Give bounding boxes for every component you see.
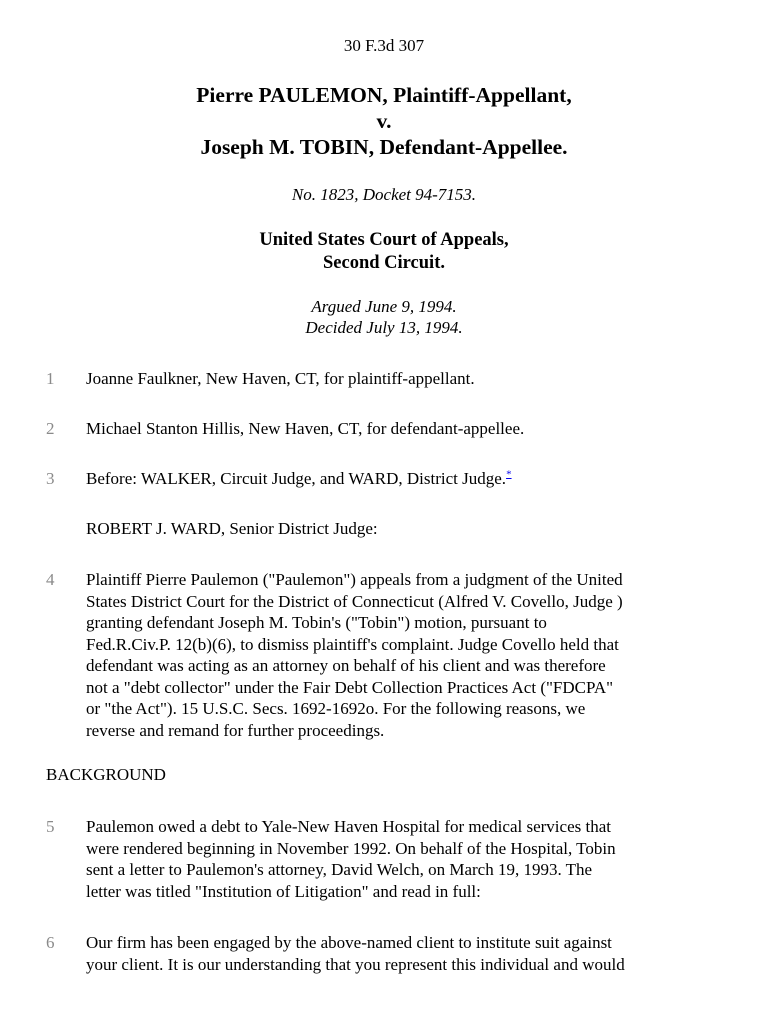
paragraph-letter-quote	[86, 932, 726, 975]
paragraph-line: States District Court for the District of Connecticut (Alfred V. Covello, Judge )	[86, 591, 623, 611]
paragraph-number: 3	[46, 469, 55, 488]
paragraph-line: Our firm has been engaged by the above-named client to institute suit against	[86, 933, 612, 952]
section-heading-background: BACKGROUND	[46, 765, 166, 784]
paragraph-line: sent a letter to Paulemon's attorney, David Welch, on March 19, 1993. The	[86, 860, 593, 879]
paragraph-line: ROBERT J. WARD, Senior District Judge:	[86, 519, 378, 538]
paragraph-number: 6	[46, 933, 55, 952]
paragraph-line: Joanne Faulkner, New Haven, CT, for plaintiff-appellant.	[86, 369, 475, 388]
footnote-link[interactable]: *	[506, 468, 512, 481]
case-title	[0, 82, 768, 160]
court-name-line2: Second Circuit.	[323, 253, 445, 273]
paragraph-introduction	[86, 569, 726, 741]
paragraph-counsel-defendant	[86, 418, 726, 440]
case-title-defendant: Joseph M. TOBIN, Defendant-Appellee.	[200, 135, 568, 159]
paragraph-line: were rendered beginning in November 1992. On behalf of the Hospital, Tobin	[86, 838, 616, 858]
paragraph-number: 4	[46, 570, 55, 589]
paragraph-line: Michael Stanton Hillis, New Haven, CT, for defendant-appellee.	[86, 419, 525, 438]
paragraph-line: Fed.R.Civ.P. 12(b)(6), to dismiss plaintiff's complaint. Judge Covello held that	[86, 634, 619, 654]
case-title-plaintiff: Pierre PAULEMON, Plaintiff-Appellant,	[196, 83, 572, 107]
paragraph-number: 2	[46, 419, 55, 438]
paragraph-line: defendant was acting as an attorney on behalf of his client and was therefore	[86, 656, 606, 675]
case-title-versus: v.	[376, 109, 392, 133]
decided-date: Decided July 13, 1994.	[305, 318, 463, 337]
paragraph-line	[86, 468, 726, 490]
paragraph-number: 5	[46, 817, 55, 836]
docket-number: No. 1823, Docket 94-7153.	[291, 185, 477, 204]
paragraph-line: reverse and remand for further proceedings.	[86, 720, 385, 740]
court-name	[0, 229, 768, 275]
argued-date: Argued June 9, 1994.	[311, 297, 457, 316]
paragraph-number: 1	[46, 369, 55, 388]
paragraph-line: your client. It is our understanding that you represent this individual and would	[86, 954, 625, 974]
paragraph-line: Paulemon owed a debt to Yale-New Haven Hospital for medical services that	[86, 817, 611, 836]
paragraph-line: granting defendant Joseph M. Tobin's ("Tobin") motion, pursuant to	[86, 613, 547, 632]
opinion-author	[86, 518, 726, 540]
court-name-line1: United States Court of Appeals,	[259, 230, 509, 250]
paragraph-panel	[86, 468, 726, 490]
paragraph-background	[86, 816, 726, 902]
paragraph-counsel-plaintiff	[86, 368, 726, 390]
paragraph-line: Plaintiff Pierre Paulemon ("Paulemon") appeals from a judgment of the United	[86, 570, 623, 589]
panel-text: Before: WALKER, Circuit Judge, and WARD, District Judge.	[86, 469, 507, 488]
paragraph-line: not a "debt collector" under the Fair Debt Collection Practices Act ("FDCPA"	[86, 677, 614, 697]
paragraph-line: or "the Act"). 15 U.S.C. Secs. 1692-1692o. For the following reasons, we	[86, 699, 586, 718]
paragraph-line: letter was titled "Institution of Litigation" and read in full:	[86, 881, 481, 901]
case-dates	[0, 296, 768, 338]
case-citation: 30 F.3d 307	[343, 36, 425, 55]
